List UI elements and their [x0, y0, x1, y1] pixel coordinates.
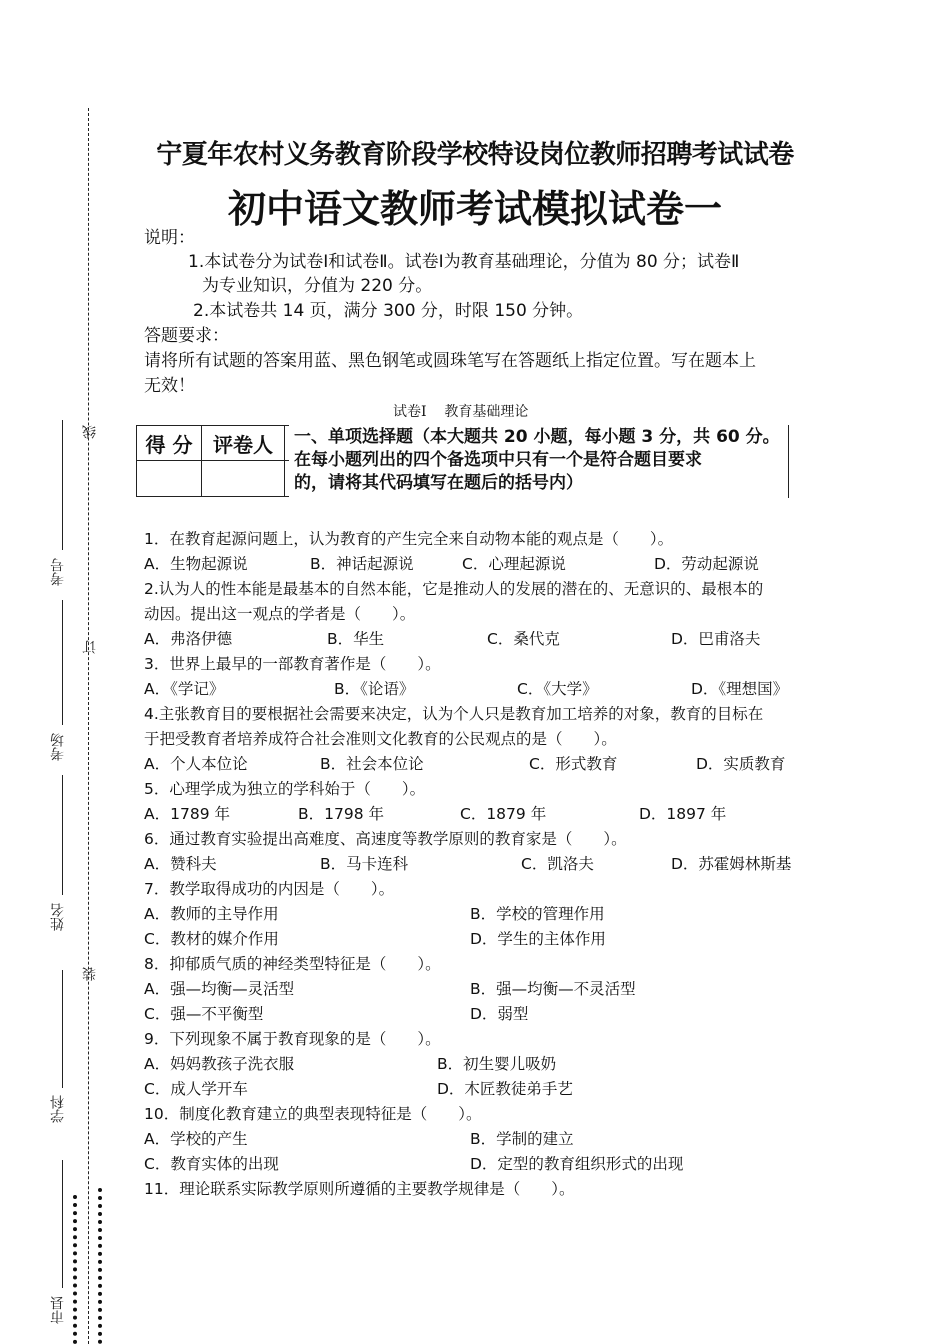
q4-option-c: C．形式教育	[529, 755, 618, 773]
q5-option-b: B．1798 年	[298, 805, 385, 823]
requirements-text: 请将所有试题的答案用蓝、黑色钢笔或圆珠笔写在答题纸上指定位置。写在题本上	[144, 351, 756, 371]
instruction-item-1: 1.本试卷分为试卷Ⅰ和试卷Ⅱ。试卷Ⅰ为教育基础理论，分值为 80 分；试卷Ⅱ	[188, 252, 740, 272]
question-3: 3．世界上最早的一部教育著作是（ ）。	[144, 655, 441, 673]
q7-option-d: D．学生的主体作用	[470, 930, 606, 948]
question-4: 4.主张教育目的要根据社会需要来决定，认为个人只是教育加工培养的对象，教育的目标在	[144, 705, 764, 723]
section-heading	[294, 426, 786, 495]
question-10: 10．制度化教育建立的典型表现特征是（ ）。	[144, 1105, 482, 1123]
q1-option-a: A．生物起源说	[144, 555, 248, 573]
q3-option-b: B．《论语》	[334, 680, 415, 698]
q2-option-d: D．巴甫洛夫	[671, 630, 761, 648]
q2-option-c: C．桑代克	[487, 630, 560, 648]
binding-dashed-line	[88, 108, 89, 1344]
q8-option-b: B．强—均衡—不灵活型	[470, 980, 636, 998]
question-1: 1．在教育起源问题上，认为教育的产生完全来自动物本能的观点是（ ）。	[144, 530, 674, 548]
q1-option-c: C．心理起源说	[462, 555, 566, 573]
q9-option-a: A．妈妈教孩子洗衣服	[144, 1055, 295, 1073]
q7-option-c: C．教材的媒介作用	[144, 930, 279, 948]
requirements-text-cont: 无效！	[144, 376, 195, 396]
section-divider-lower	[285, 461, 290, 497]
q2-option-b: B．华生	[327, 630, 385, 648]
q5-option-d: D．1897 年	[639, 805, 727, 823]
q7-option-b: B．学校的管理作用	[470, 905, 605, 923]
question-5: 5．心理学成为独立的学科始于（ ）。	[144, 780, 426, 798]
q9-option-c: C．成人学开车	[144, 1080, 248, 1098]
score-table	[136, 425, 289, 497]
instructions-heading: 说明：	[144, 228, 195, 248]
requirements-heading: 答题要求：	[144, 326, 229, 346]
xueke-blank	[62, 970, 63, 1088]
margin-label-kaochang: 考场	[50, 733, 66, 761]
shixian-blank	[62, 1160, 63, 1288]
question-4-cont: 于把受教育者培养成符合社会准则文化教育的公民观点的是（ ）。	[144, 730, 617, 748]
section-line-3: 的，请将其代码填写在题后的括号内）	[294, 473, 583, 493]
score-header: 得 分	[137, 426, 202, 461]
q1-option-d: D．劳动起源说	[654, 555, 759, 573]
q2-option-a: A．弗洛伊德	[144, 630, 233, 648]
section-line-1: 一、单项选择题（本大题共 20 小题，每小题 3 分，共 60 分。	[294, 427, 780, 447]
q8-option-d: D．弱型	[470, 1005, 529, 1023]
q6-option-b: B．马卡连科	[320, 855, 409, 873]
section-line-2: 在每小题列出的四个备选项中只有一个是符合题目要求	[294, 450, 702, 470]
margin-label-shixian: 市县	[50, 1296, 66, 1324]
exam-subtitle: 初中语文教师考试模拟试卷一	[227, 187, 722, 231]
q4-option-b: B．社会本位论	[320, 755, 424, 773]
margin-label-xingming: 姓名	[50, 903, 66, 931]
q7-option-a: A．教师的主导作用	[144, 905, 279, 923]
q4-option-d: D．实质教育	[696, 755, 786, 773]
kaochang-blank	[62, 600, 63, 725]
score-cell[interactable]	[137, 461, 202, 497]
q6-option-a: A．赞科夫	[144, 855, 217, 873]
q3-option-c: C．《大学》	[517, 680, 598, 698]
question-2-cont: 动因。提出这一观点的学者是（ ）。	[144, 605, 416, 623]
q10-option-a: A．学校的产生	[144, 1130, 248, 1148]
question-8: 8．抑郁质气质的神经类型特征是（ ）。	[144, 955, 441, 973]
question-7: 7．教学取得成功的内因是（ ）。	[144, 880, 395, 898]
margin-mark-xian: 线	[82, 425, 98, 439]
xingming-blank	[62, 775, 63, 895]
instruction-item-2: 2.本试卷共 14 页，满分 300 分，时限 150 分钟。	[193, 301, 584, 321]
binding-dots-right	[98, 1188, 106, 1344]
question-9: 9．下列现象不属于教育现象的是（ ）。	[144, 1030, 441, 1048]
margin-mark-ding: 订	[82, 640, 98, 654]
q6-option-c: C．凯洛夫	[521, 855, 594, 873]
q4-option-a: A．个人本位论	[144, 755, 248, 773]
q10-option-b: B．学制的建立	[470, 1130, 574, 1148]
q5-option-a: A．1789 年	[144, 805, 230, 823]
kaohao-blank	[62, 420, 63, 550]
grader-cell[interactable]	[202, 461, 285, 497]
q3-option-d: D．《理想国》	[691, 680, 789, 698]
question-6: 6．通过教育实验提出高难度、高速度等教学原则的教育家是（ ）。	[144, 830, 627, 848]
grader-header: 评卷人	[202, 426, 285, 461]
margin-label-xueke: 学科	[50, 1095, 66, 1123]
q3-option-a: A．《学记》	[144, 680, 225, 698]
q1-option-b: B．神话起源说	[310, 555, 414, 573]
part-label: 试卷Ⅰ 教育基础理论	[393, 404, 529, 420]
q8-option-a: A．强—均衡—灵活型	[144, 980, 295, 998]
q10-option-c: C．教育实体的出现	[144, 1155, 279, 1173]
binding-dots-left	[73, 1195, 81, 1344]
section-right-border	[788, 425, 789, 498]
question-11: 11．理论联系实际教学原则所遵循的主要教学规律是（ ）。	[144, 1180, 575, 1198]
q10-option-d: D．定型的教育组织形式的出现	[470, 1155, 684, 1173]
q8-option-c: C．强—不平衡型	[144, 1005, 264, 1023]
q5-option-c: C．1879 年	[460, 805, 547, 823]
margin-mark-zhuang: 装	[82, 967, 98, 981]
question-2: 2.认为人的性本能是最基本的自然本能，它是推动人的发展的潜在的、无意识的、最根本的	[144, 580, 764, 598]
instruction-item-1-cont: 为专业知识，分值为 220 分。	[202, 276, 433, 296]
exam-title: 宁夏年农村义务教育阶段学校特设岗位教师招聘考试试卷	[156, 140, 794, 170]
section-divider	[285, 426, 290, 461]
q9-option-b: B．初生婴儿吸奶	[437, 1055, 557, 1073]
q6-option-d: D．苏霍姆林斯基	[671, 855, 792, 873]
margin-label-kaohao: 考号	[50, 558, 66, 586]
q9-option-d: D．木匠教徒弟手艺	[437, 1080, 573, 1098]
